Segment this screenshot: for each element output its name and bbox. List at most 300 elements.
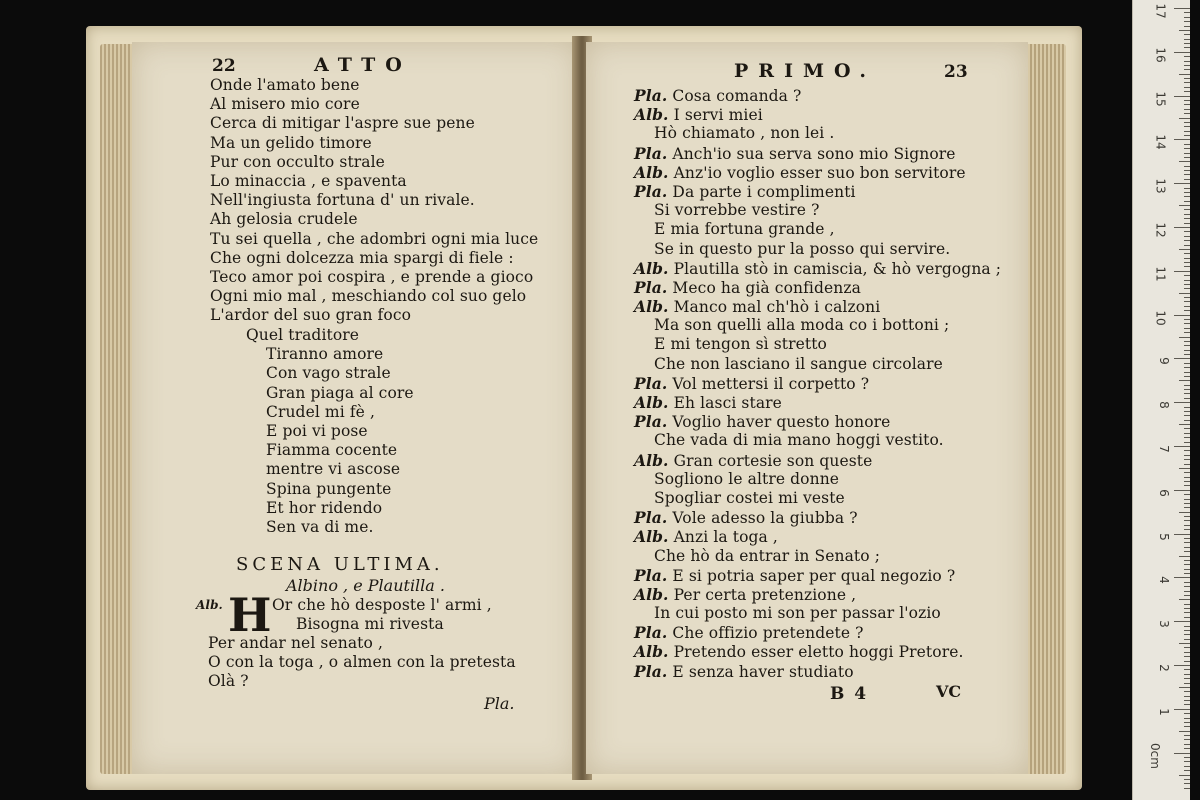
dialogue-line	[634, 278, 1001, 297]
speaker-label: Alb.	[634, 162, 669, 182]
ruler-tick	[1184, 126, 1190, 127]
ruler-tick	[1184, 131, 1190, 132]
ruler-tick	[1184, 61, 1190, 62]
ruler-tick	[1184, 39, 1190, 40]
dialogue-text: E mia fortuna grande ,	[654, 220, 835, 239]
ruler-tick	[1184, 288, 1190, 289]
verse-line: Ma un gelido timore	[210, 133, 372, 152]
ruler-tick	[1184, 188, 1190, 189]
speaker-label: Alb.	[634, 297, 669, 317]
ruler-tick	[1184, 69, 1190, 70]
ruler-tick	[1184, 538, 1190, 539]
song-line: E poi vi pose	[266, 421, 368, 440]
song-line: Tiranno amore	[266, 345, 384, 364]
dialogue-text: Per certa pretenzione ,	[668, 585, 857, 604]
scene-opening-lines	[272, 596, 492, 634]
ruler-tick	[1174, 227, 1190, 228]
ruler-tick	[1184, 547, 1190, 548]
ruler-tick	[1184, 170, 1190, 171]
ruler-tick	[1184, 376, 1190, 377]
left-verses	[210, 76, 538, 325]
ruler-number: 9	[1157, 357, 1172, 366]
ruler-tick	[1184, 218, 1190, 219]
scene-line: Olà ?	[208, 672, 249, 691]
dialogue-text: Meco ha già confidenza	[667, 278, 861, 297]
scene-line: Per andar nel senato ,	[208, 634, 383, 652]
ruler-tick	[1184, 87, 1190, 88]
ruler-tick	[1184, 91, 1190, 92]
ruler-tick	[1184, 656, 1190, 657]
ruler-tick	[1184, 389, 1190, 390]
verse-line: Onde l'amato bene	[210, 76, 360, 94]
dialogue-line	[634, 124, 1001, 143]
scene-line: O con la toga , o almen con la pretesta	[208, 653, 516, 672]
ruler-tick	[1184, 275, 1190, 276]
verse-line: Tu sei quella , che adombri ogni mia luce	[210, 229, 539, 248]
scene-continuation	[208, 634, 516, 692]
dialogue-text: Che non lasciano il sangue circolare	[654, 354, 943, 373]
ruler-tick	[1184, 104, 1190, 105]
ruler-tick	[1184, 766, 1190, 767]
ruler-tick	[1184, 236, 1190, 237]
ruler-tick	[1184, 47, 1190, 48]
ruler-tick	[1174, 709, 1190, 710]
ruler-tick	[1184, 573, 1190, 574]
ruler-tick	[1184, 201, 1190, 202]
ruler-tick	[1184, 393, 1190, 394]
ruler-tick	[1184, 82, 1190, 83]
ruler-tick	[1184, 516, 1190, 517]
ruler-tick	[1184, 652, 1190, 653]
ruler-tick	[1184, 341, 1190, 342]
ruler-tick	[1184, 499, 1190, 500]
measuring-ruler	[1132, 0, 1190, 800]
ruler-tick	[1174, 402, 1190, 403]
ruler-tick	[1184, 661, 1190, 662]
ruler-tick	[1179, 599, 1190, 600]
verse-line: Teco amor poi cospira , e prende a gioco	[210, 267, 534, 286]
ruler-tick	[1184, 761, 1190, 762]
ruler-tick	[1184, 481, 1190, 482]
ruler-tick	[1184, 674, 1190, 675]
ruler-number: 8	[1157, 401, 1172, 410]
dialogue-text: Sogliono le altre donne	[654, 469, 840, 488]
ruler-tick	[1184, 153, 1190, 154]
dialogue-text: Vol mettersi il corpetto ?	[667, 374, 870, 393]
verse-line: Nell'ingiusta fortuna d' un rivale.	[210, 191, 475, 210]
ruler-tick	[1184, 43, 1190, 44]
dialogue-line	[634, 508, 1001, 527]
ruler-tick	[1179, 775, 1190, 776]
song-line: Sen va di me.	[266, 517, 374, 536]
ruler-tick	[1184, 608, 1190, 609]
dialogue-line	[634, 335, 1001, 354]
dialogue-line	[634, 451, 1001, 470]
verse-line: Ah gelosia crudele	[210, 210, 358, 229]
ruler-tick	[1174, 358, 1190, 359]
dialogue-line	[634, 316, 1001, 335]
dialogue-line	[634, 547, 1001, 566]
ruler-tick	[1184, 65, 1190, 66]
left-folio: 22	[212, 56, 236, 76]
ruler-tick	[1184, 788, 1190, 789]
speaker-label: Alb.	[634, 527, 669, 547]
ruler-tick	[1184, 179, 1190, 180]
ruler-tick	[1184, 564, 1190, 565]
ruler-tick	[1184, 551, 1190, 552]
ruler-tick	[1184, 209, 1190, 210]
ruler-tick	[1184, 582, 1190, 583]
ruler-tick	[1184, 569, 1190, 570]
ruler-tick	[1184, 700, 1190, 701]
ruler-tick	[1184, 647, 1190, 648]
ruler-tick	[1184, 100, 1190, 101]
ruler-number: 2	[1157, 664, 1172, 672]
ruler-number: 1	[1157, 707, 1172, 716]
speaker-label: Alb.	[634, 393, 669, 412]
ruler-tick	[1174, 8, 1190, 9]
ruler-tick	[1184, 17, 1190, 18]
ruler-tick	[1184, 485, 1190, 486]
ruler-tick	[1174, 577, 1190, 578]
ruler-tick	[1174, 271, 1190, 272]
dialogue-text: E senza haver studiato	[667, 662, 854, 681]
ruler-tick	[1184, 354, 1190, 355]
dialogue-text: Anch'io sua serva sono mio Signore	[667, 144, 956, 163]
speaker-label: Pla.	[634, 623, 668, 643]
ruler-tick	[1184, 319, 1190, 320]
ruler-tick	[1179, 74, 1190, 75]
dialogue-line	[634, 642, 1001, 661]
ruler-tick	[1184, 301, 1190, 302]
ruler-tick	[1184, 332, 1190, 333]
ruler-number: 15	[1153, 90, 1168, 107]
ruler-tick	[1184, 683, 1190, 684]
ruler-tick	[1184, 442, 1190, 443]
ruler-tick	[1184, 240, 1190, 241]
dialogue-line	[634, 144, 1001, 163]
speaker-label: Pla.	[634, 661, 668, 681]
dialogue-text: Hò chiamato , non lei .	[654, 124, 835, 143]
ruler-tick	[1184, 398, 1190, 399]
dialogue-text: Eh lasci stare	[668, 394, 782, 412]
ruler-tick	[1184, 196, 1190, 197]
right-running-header: PRIMO.	[734, 60, 877, 82]
ruler-tick	[1179, 293, 1190, 294]
ruler-number: 4	[1157, 576, 1172, 585]
ruler-number: 17	[1153, 3, 1168, 19]
ruler-tick	[1184, 744, 1190, 745]
dialogue-text: Si vorrebbe vestire ?	[654, 201, 820, 220]
dialogue-line	[634, 86, 1001, 105]
ruler-tick	[1184, 678, 1190, 679]
ruler-tick	[1184, 420, 1190, 421]
left-song	[246, 326, 414, 537]
ruler-tick	[1184, 494, 1190, 495]
dialogue-text: In cui posto mi son per passar l'ozio	[654, 604, 941, 623]
ruler-tick	[1184, 157, 1190, 158]
dialogue-text: Spogliar costei mi veste	[654, 488, 845, 507]
ruler-tick	[1184, 718, 1190, 719]
ruler-tick	[1174, 665, 1190, 666]
ruler-tick	[1184, 148, 1190, 149]
ruler-tick	[1184, 135, 1190, 136]
ruler-tick	[1184, 372, 1190, 373]
dialogue-text: Da parte i complimenti	[667, 182, 856, 201]
speaker-label: Alb.	[634, 642, 669, 662]
ruler-tick	[1179, 731, 1190, 732]
ruler-tick	[1184, 174, 1190, 175]
ruler-tick	[1184, 428, 1190, 429]
left-catchword: Pla.	[484, 694, 515, 713]
ruler-tick	[1184, 722, 1190, 723]
song-line: mentre vi ascose	[266, 460, 401, 479]
dialogue-line	[634, 623, 1001, 642]
ruler-tick	[1179, 556, 1190, 557]
ruler-tick	[1184, 363, 1190, 364]
dialogue-text: Cosa comanda ?	[667, 87, 802, 105]
ruler-tick	[1184, 612, 1190, 613]
ruler-tick	[1184, 323, 1190, 324]
ruler-tick	[1184, 214, 1190, 215]
ruler-tick	[1184, 604, 1190, 605]
ruler-tick	[1184, 306, 1190, 307]
ruler-tick	[1179, 643, 1190, 644]
ruler-tick	[1184, 704, 1190, 705]
ruler-tick	[1184, 192, 1190, 193]
ruler-tick	[1184, 617, 1190, 618]
ruler-tick	[1184, 713, 1190, 714]
ruler-tick	[1184, 591, 1190, 592]
ruler-tick	[1184, 529, 1190, 530]
scene-title: SCENA ULTIMA.	[236, 554, 444, 575]
ruler-number: 10	[1153, 309, 1168, 326]
ruler-tick	[1184, 459, 1190, 460]
speaker-label: Pla.	[634, 181, 668, 201]
scene-line: Bisogna mi rivesta	[296, 615, 444, 634]
speaker-label: Alb.	[634, 105, 669, 125]
dialogue-line	[634, 259, 1001, 278]
dialogue-line	[634, 585, 1001, 604]
scene-line: Or che hò desposte l' armi ,	[272, 596, 492, 614]
speaker-label: Alb.	[634, 584, 669, 604]
dialogue-line	[634, 105, 1001, 124]
ruler-tick	[1184, 262, 1190, 263]
ruler-tick	[1184, 507, 1190, 508]
dialogue-text: Anz'io voglio esser suo bon servitore	[668, 163, 966, 182]
ruler-number: 0cm	[1148, 742, 1163, 769]
ruler-tick	[1184, 258, 1190, 259]
ruler-tick	[1184, 350, 1190, 351]
ruler-tick	[1184, 634, 1190, 635]
song-line: Fiamma cocente	[266, 441, 398, 460]
song-line: Spina pungente	[266, 479, 392, 498]
ruler-tick	[1184, 109, 1190, 110]
ruler-tick	[1184, 520, 1190, 521]
ruler-tick	[1179, 249, 1190, 250]
ruler-number: 3	[1157, 620, 1172, 629]
ruler-tick	[1184, 328, 1190, 329]
ruler-tick	[1184, 345, 1190, 346]
ruler-tick	[1179, 380, 1190, 381]
ruler-tick	[1184, 231, 1190, 232]
ruler-tick	[1184, 415, 1190, 416]
dialogue-text: Pretendo esser eletto hoggi Pretore.	[668, 643, 964, 662]
dialogue-line	[634, 374, 1001, 393]
ruler-tick	[1184, 739, 1190, 740]
ruler-tick	[1184, 748, 1190, 749]
dialogue-line	[634, 163, 1001, 182]
ruler-tick	[1184, 560, 1190, 561]
ruler-number: 7	[1157, 445, 1172, 453]
ruler-number: 13	[1153, 178, 1168, 194]
dialogue-line	[634, 489, 1001, 508]
dialogue-text: Che hò da entrar in Senato ;	[654, 546, 881, 565]
ruler-tick	[1174, 52, 1190, 53]
speaker-label: Pla.	[634, 277, 668, 297]
ruler-tick	[1184, 113, 1190, 114]
ruler-tick	[1174, 490, 1190, 491]
ruler-tick	[1174, 446, 1190, 447]
ruler-tick	[1179, 424, 1190, 425]
song-line: Con vago strale	[266, 364, 391, 383]
ruler-tick	[1184, 385, 1190, 386]
ruler-tick	[1174, 621, 1190, 622]
ruler-tick	[1179, 118, 1190, 119]
page-edges-right	[1024, 44, 1066, 774]
ruler-tick	[1179, 161, 1190, 162]
ruler-tick	[1184, 586, 1190, 587]
verse-line: Cerca di mitigar l'aspre sue pene	[210, 114, 475, 133]
ruler-tick	[1184, 726, 1190, 727]
ruler-tick	[1184, 669, 1190, 670]
dialogue-text: Che vada di mia mano hoggi vestito.	[654, 431, 944, 450]
dialogue-line	[634, 297, 1001, 316]
ruler-tick	[1184, 696, 1190, 697]
speaker-alb: Alb.	[196, 598, 223, 612]
ruler-tick	[1184, 472, 1190, 473]
ruler-tick	[1184, 266, 1190, 267]
ruler-number: 12	[1153, 222, 1168, 238]
ruler-tick	[1174, 139, 1190, 140]
ruler-tick	[1184, 245, 1190, 246]
ruler-tick	[1174, 96, 1190, 97]
ruler-tick	[1184, 12, 1190, 13]
dialogue-line	[634, 527, 1001, 546]
ruler-tick	[1184, 464, 1190, 465]
ruler-tick	[1184, 437, 1190, 438]
song-line: Et hor ridendo	[266, 498, 383, 517]
right-dialogue	[634, 86, 1001, 681]
ruler-tick	[1179, 205, 1190, 206]
dialogue-text: Se in questo pur la posso qui servire.	[654, 239, 951, 258]
ruler-number: 16	[1153, 47, 1168, 63]
ruler-tick	[1184, 691, 1190, 692]
dialogue-text: Gran cortesie son queste	[668, 451, 873, 470]
ruler-tick	[1179, 468, 1190, 469]
ruler-tick	[1184, 630, 1190, 631]
dialogue-text: Plautilla stò in camiscia, & hò vergogna ;	[668, 259, 1002, 278]
ruler-tick	[1184, 411, 1190, 412]
verse-line: Che ogni dolcezza mia spargi di fiele :	[210, 248, 514, 267]
left-running-header: ATTO	[314, 54, 412, 76]
ruler-tick	[1174, 753, 1190, 754]
dialogue-line	[634, 662, 1001, 681]
ruler-tick	[1184, 639, 1190, 640]
ruler-tick	[1174, 183, 1190, 184]
ruler-tick	[1184, 779, 1190, 780]
ruler-tick	[1184, 367, 1190, 368]
dialogue-text: Ma son quelli alla moda co i bottoni ;	[654, 316, 950, 335]
ruler-tick	[1184, 783, 1190, 784]
ruler-tick	[1184, 26, 1190, 27]
ruler-tick	[1174, 315, 1190, 316]
dialogue-line	[634, 355, 1001, 374]
speaker-label: Pla.	[634, 508, 668, 528]
ruler-number: 6	[1157, 488, 1172, 497]
dialogue-line	[634, 431, 1001, 450]
ruler-tick	[1184, 166, 1190, 167]
song-line: Quel traditore	[246, 326, 360, 344]
ruler-tick	[1179, 687, 1190, 688]
ruler-tick	[1184, 477, 1190, 478]
dialogue-text: E si potria saper per qual negozio ?	[667, 566, 956, 585]
ruler-tick	[1184, 34, 1190, 35]
ruler-number: 5	[1157, 532, 1172, 541]
dialogue-line	[634, 604, 1001, 623]
ruler-tick	[1184, 223, 1190, 224]
ruler-tick	[1184, 56, 1190, 57]
ruler-tick	[1184, 433, 1190, 434]
verse-line: Al misero mio core	[210, 95, 360, 114]
verse-line: Pur con occulto strale	[210, 152, 385, 171]
ruler-tick	[1184, 280, 1190, 281]
right-folio: 23	[944, 62, 968, 82]
dialogue-text: I servi miei	[668, 106, 763, 125]
ruler-tick	[1184, 626, 1190, 627]
drop-capital: H	[228, 588, 272, 642]
dialogue-line	[634, 566, 1001, 585]
speaker-label: Pla.	[634, 373, 668, 393]
dialogue-line	[634, 393, 1001, 412]
speaker-label: Pla.	[634, 86, 668, 105]
dialogue-text: Anzi la toga ,	[668, 528, 778, 547]
ruler-tick	[1184, 21, 1190, 22]
dialogue-line	[634, 470, 1001, 489]
dialogue-text: Voglio haver questo honore	[667, 413, 891, 432]
verse-line: Ogni mio mal , meschiando col suo gelo	[210, 287, 527, 306]
ruler-tick	[1179, 337, 1190, 338]
dialogue-line	[634, 412, 1001, 431]
ruler-tick	[1179, 512, 1190, 513]
ruler-number: 14	[1153, 134, 1168, 151]
ruler-tick	[1184, 503, 1190, 504]
ruler-tick	[1184, 144, 1190, 145]
speaker-label: Pla.	[634, 565, 668, 585]
song-line: Crudel mi fè ,	[266, 402, 375, 421]
ruler-tick	[1184, 542, 1190, 543]
speaker-label: Alb.	[634, 258, 669, 278]
dialogue-text: Vole adesso la giubba ?	[667, 509, 858, 528]
ruler-tick	[1184, 450, 1190, 451]
signature-mark: B 4	[830, 684, 869, 704]
ruler-tick	[1184, 78, 1190, 79]
ruler-tick	[1184, 253, 1190, 254]
ruler-tick	[1184, 310, 1190, 311]
song-line: Gran piaga al core	[266, 383, 414, 402]
dialogue-line	[634, 220, 1001, 239]
dialogue-text: Che offizio pretendete ?	[667, 624, 864, 643]
